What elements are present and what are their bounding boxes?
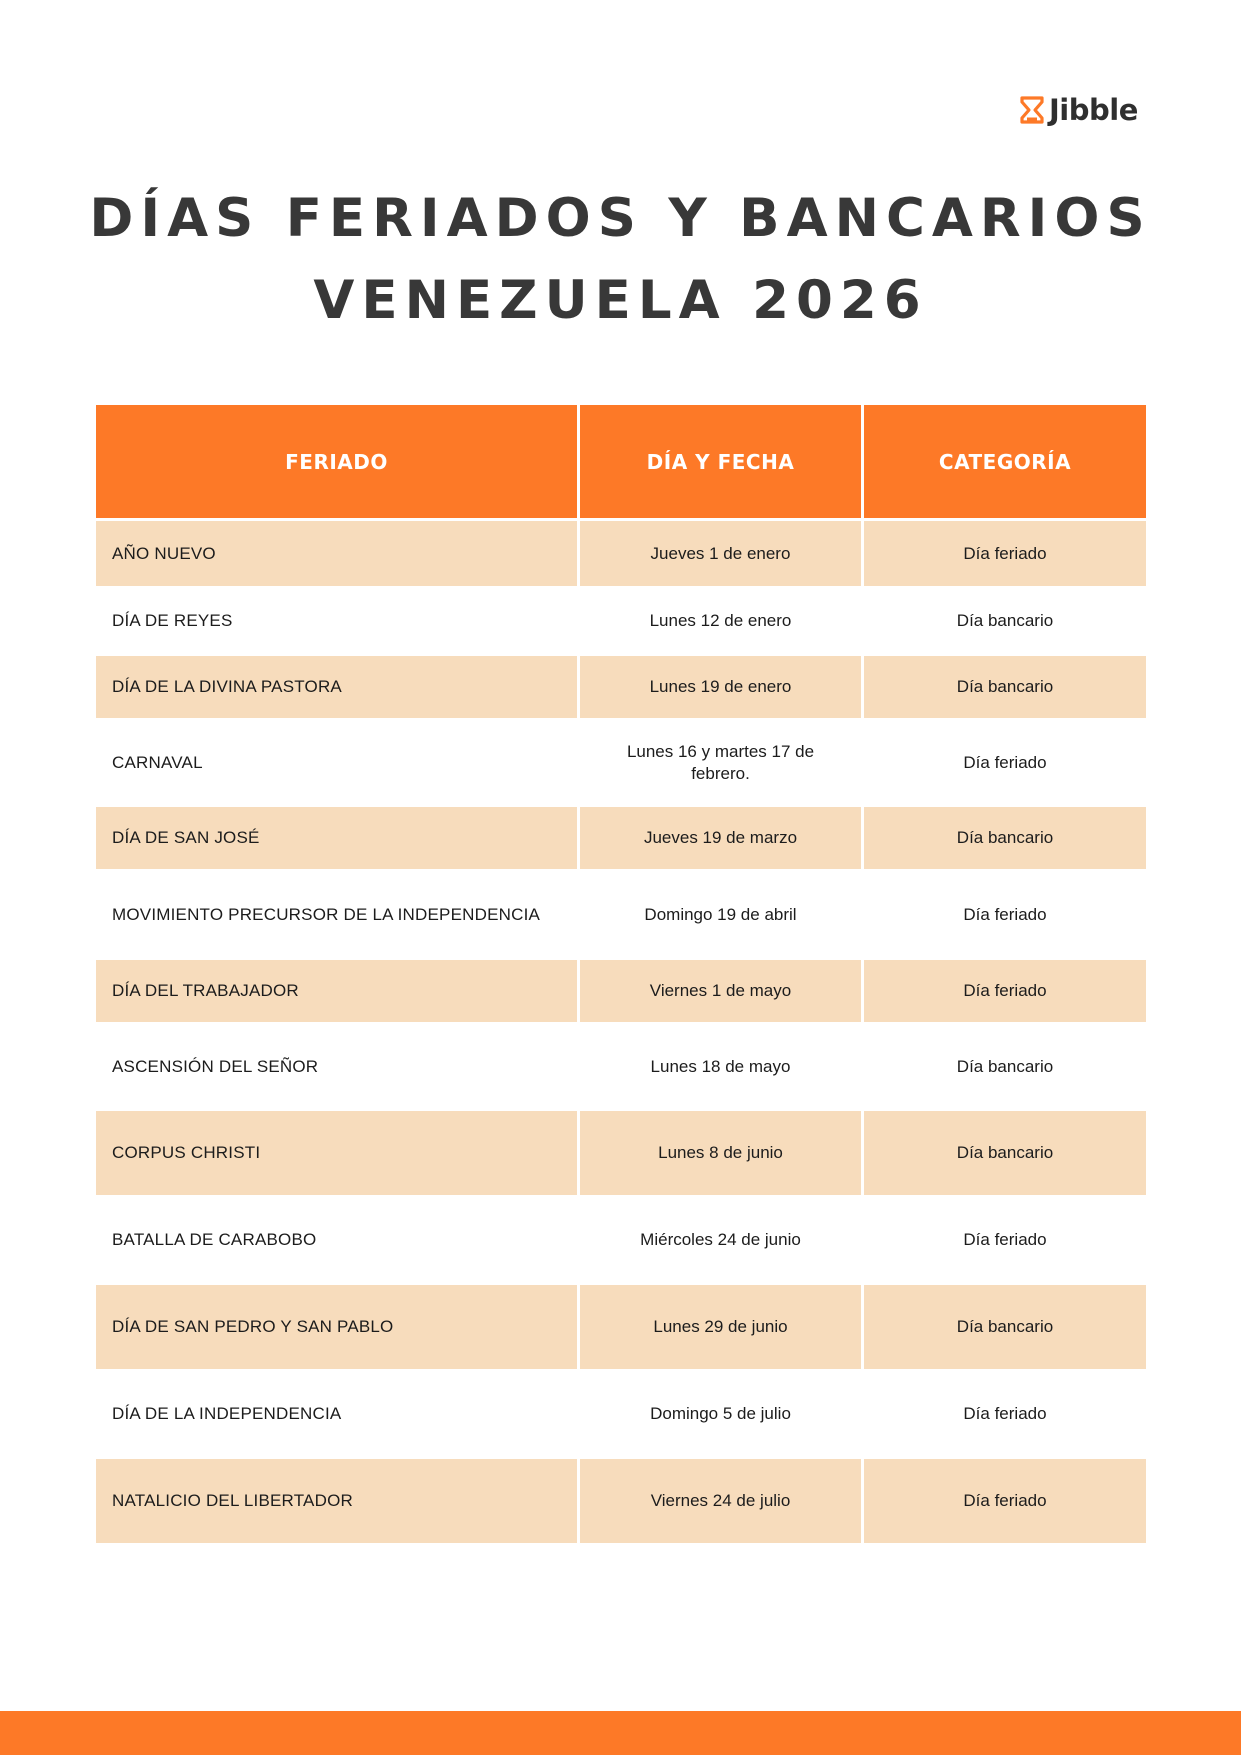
holiday-category: Día bancario xyxy=(864,1285,1146,1369)
holiday-name: CORPUS CHRISTI xyxy=(96,1111,577,1195)
holiday-name: DÍA DE LA INDEPENDENCIA xyxy=(96,1372,577,1456)
holiday-category: Día bancario xyxy=(864,1111,1146,1195)
holiday-name: AÑO NUEVO xyxy=(96,521,577,586)
table-row xyxy=(96,589,1146,653)
table-header-row xyxy=(96,405,1146,518)
holiday-category: Día bancario xyxy=(864,807,1146,869)
table-row xyxy=(96,872,1146,957)
holiday-date: Viernes 24 de julio xyxy=(580,1459,861,1543)
holiday-name: DÍA DEL TRABAJADOR xyxy=(96,960,577,1022)
holiday-category: Día feriado xyxy=(864,872,1146,957)
holiday-category: Día feriado xyxy=(864,521,1146,586)
holiday-date: Jueves 1 de enero xyxy=(580,521,861,586)
holiday-date: Lunes 8 de junio xyxy=(580,1111,861,1195)
holiday-category: Día bancario xyxy=(864,1025,1146,1108)
holiday-date: Miércoles 24 de junio xyxy=(580,1198,861,1282)
holiday-date: Viernes 1 de mayo xyxy=(580,960,861,1022)
header-dia-y-fecha: DÍA Y FECHA xyxy=(580,405,861,518)
holiday-date: Lunes 12 de enero xyxy=(580,589,861,653)
holiday-date: Lunes 29 de junio xyxy=(580,1285,861,1369)
holiday-date: Lunes 18 de mayo xyxy=(580,1025,861,1108)
page-title xyxy=(0,178,1241,342)
table-row xyxy=(96,1025,1146,1108)
holiday-name: BATALLA DE CARABOBO xyxy=(96,1198,577,1282)
brand-logo xyxy=(1019,93,1138,127)
holiday-name: NATALICIO DEL LIBERTADOR xyxy=(96,1459,577,1543)
holiday-category: Día feriado xyxy=(864,1459,1146,1543)
table-row xyxy=(96,656,1146,718)
page-title-line-1: DÍAS FERIADOS Y BANCARIOS xyxy=(89,188,1152,249)
table-row xyxy=(96,960,1146,1022)
holiday-name: DÍA DE LA DIVINA PASTORA xyxy=(96,656,577,718)
holiday-name: DÍA DE SAN PEDRO Y SAN PABLO xyxy=(96,1285,577,1369)
holiday-date: Domingo 19 de abril xyxy=(580,872,861,957)
hourglass-icon xyxy=(1019,96,1045,124)
holiday-category: Día feriado xyxy=(864,1198,1146,1282)
holiday-category: Día bancario xyxy=(864,656,1146,718)
holiday-name: CARNAVAL xyxy=(96,721,577,804)
holiday-date: Lunes 16 y martes 17 de febrero. xyxy=(580,721,861,804)
page-title-line-2: VENEZUELA 2026 xyxy=(313,270,928,331)
brand-name: Jibble xyxy=(1049,93,1138,127)
holiday-category: Día feriado xyxy=(864,721,1146,804)
holiday-name: DÍA DE SAN JOSÉ xyxy=(96,807,577,869)
table-row xyxy=(96,721,1146,804)
table-row xyxy=(96,1198,1146,1282)
table-row xyxy=(96,1111,1146,1195)
table-row xyxy=(96,1459,1146,1543)
table-row xyxy=(96,521,1146,586)
holiday-name: ASCENSIÓN DEL SEÑOR xyxy=(96,1025,577,1108)
header-feriado: FERIADO xyxy=(96,405,577,518)
holiday-date: Lunes 19 de enero xyxy=(580,656,861,718)
table-row xyxy=(96,807,1146,869)
holiday-date: Domingo 5 de julio xyxy=(580,1372,861,1456)
holiday-table xyxy=(93,402,1149,1546)
holiday-name: DÍA DE REYES xyxy=(96,589,577,653)
header-categoria: CATEGORÍA xyxy=(864,405,1146,518)
table-row xyxy=(96,1372,1146,1456)
holiday-category: Día bancario xyxy=(864,589,1146,653)
holiday-category: Día feriado xyxy=(864,1372,1146,1456)
footer-bar xyxy=(0,1711,1241,1755)
holiday-name: MOVIMIENTO PRECURSOR DE LA INDEPENDENCIA xyxy=(96,872,577,957)
holiday-category: Día feriado xyxy=(864,960,1146,1022)
table-row xyxy=(96,1285,1146,1369)
holiday-date: Jueves 19 de marzo xyxy=(580,807,861,869)
